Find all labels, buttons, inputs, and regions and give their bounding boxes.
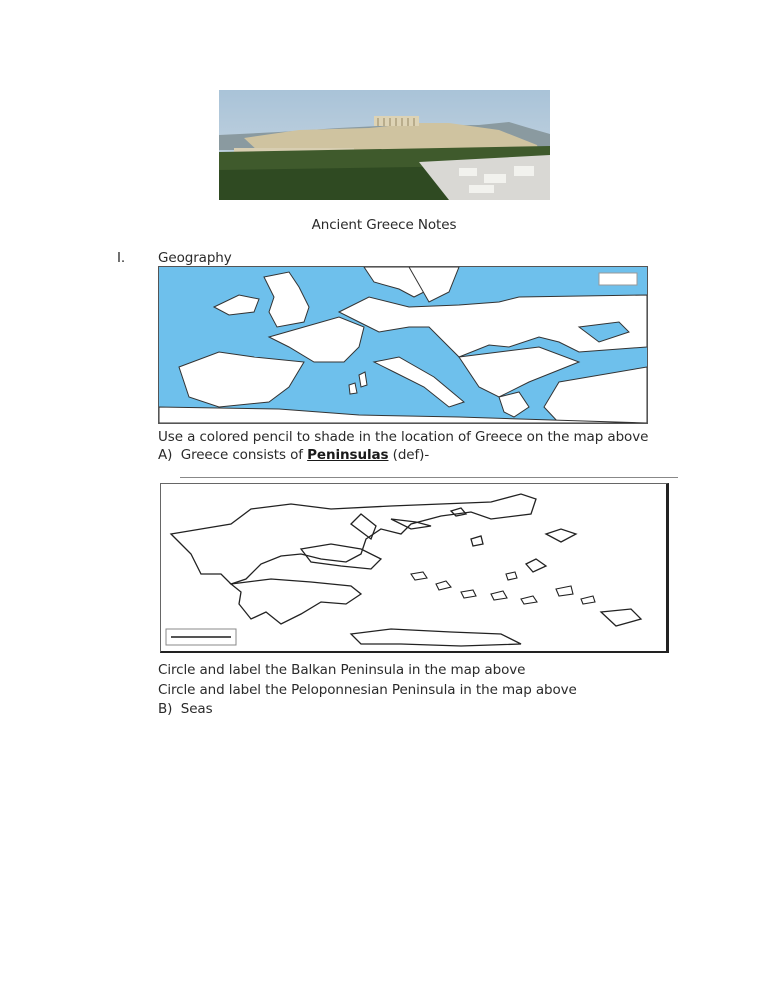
item-a-prefix: Greece consists of xyxy=(180,447,308,463)
section-title: Geography xyxy=(158,250,232,266)
item-a-suffix: (def)- xyxy=(388,447,430,463)
item-b-text: Seas xyxy=(180,701,213,717)
document-title: Ancient Greece Notes xyxy=(311,217,457,233)
instruction-shade-greece: Use a colored pencil to shade in the location of Greece on the map above xyxy=(158,429,649,445)
item-b-seas xyxy=(158,700,213,718)
instruction-peloponnesian: Circle and label the Peloponnesian Peninsula in the map above xyxy=(158,682,577,698)
greece-outline-map xyxy=(160,483,669,653)
item-a-peninsulas xyxy=(158,446,429,464)
term-peninsulas: Peninsulas xyxy=(307,447,389,463)
instruction-balkan: Circle and label the Balkan Peninsula in the map above xyxy=(158,662,526,678)
europe-outline-map xyxy=(158,266,648,424)
acropolis-photo xyxy=(219,90,550,200)
section-number: I. xyxy=(117,250,126,266)
item-b-label: B) xyxy=(158,701,173,717)
item-a-label: A) xyxy=(158,447,173,463)
definition-blank-line[interactable] xyxy=(180,477,678,478)
